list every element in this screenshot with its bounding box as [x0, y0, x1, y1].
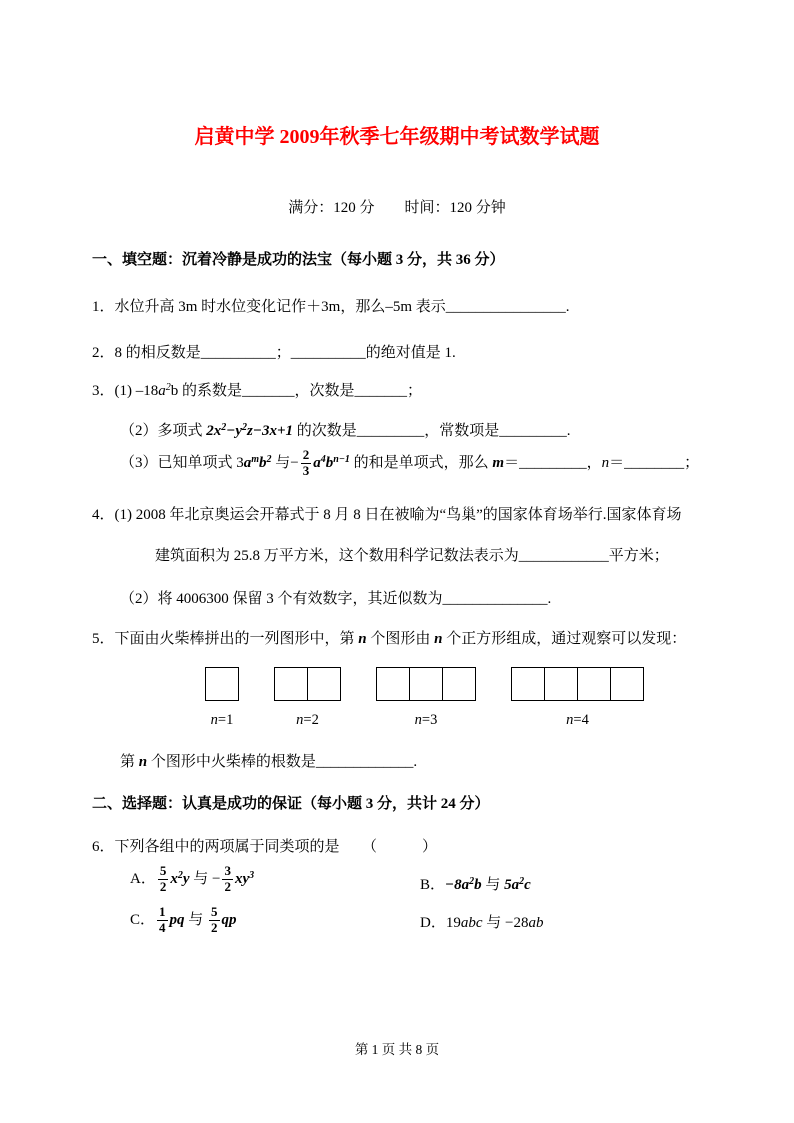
- full-score-label: 满分：120 分: [288, 200, 375, 216]
- exam-meta: [0, 198, 794, 218]
- question-3-3: （3）已知单项式 $3a^mb^2$ 与− $\frac{2}{3}$ $a^4b^{n-1}$ 的和是单项式，那么 m＝_________，n＝________；: [120, 447, 700, 478]
- square-row: [376, 667, 476, 701]
- fraction: $\frac{2}{3}$: [302, 447, 310, 478]
- question-3-2: （2）多项式 $2x^2-y^2z-3x+1$ 的次数是_________，常数项是_________.: [120, 422, 571, 439]
- square: [376, 667, 410, 701]
- question-4-1-line2: 建筑面积为 25.8 万平方米，这个数用科学记数法表示为____________平方米；: [155, 548, 669, 564]
- figure-n2: [274, 667, 341, 729]
- question-3-1: 3．(1) $-18a^2b$ 的系数是_______，次数是_______；: [92, 382, 423, 399]
- figure-caption: n=4: [566, 712, 589, 728]
- figure-caption: n=3: [414, 712, 438, 728]
- figure-caption: n=1: [210, 712, 234, 728]
- question-4-2: （2）将 4006300 保留 3 个有效数字，其近似数为______________.: [120, 591, 552, 607]
- fraction: $\frac{1}{4}$: [159, 904, 166, 935]
- figure-n3: [376, 667, 476, 729]
- question-2: 2．8 的相反数是__________；__________的绝对值是 1.: [92, 345, 456, 361]
- square-row: [511, 667, 644, 701]
- square-row: [274, 667, 341, 701]
- figure-n1: [205, 667, 239, 729]
- square: [511, 667, 545, 701]
- option-d: D．19abc 与 −28ab: [420, 915, 544, 931]
- question-6: 6．下列各组中的两项属于同类项的是 （ ）: [92, 839, 438, 855]
- option-b: B．$-8a^2b$ 与 $5a^2c$: [420, 876, 531, 893]
- page-footer: 第 1 页 共 8 页: [354, 1042, 440, 1057]
- section1-heading: 一、填空题：沉着冷静是成功的法宝（每小题 3 分，共 36 分）: [92, 252, 505, 268]
- figure-n4: [511, 667, 644, 729]
- square: [442, 667, 476, 701]
- question-5-tail: 第 n 个图形中火柴棒的根数是_____________.: [120, 754, 418, 770]
- square: [544, 667, 578, 701]
- question-1: 1．水位升高 3m 时水位变化记作＋3m，那么–5m 表示________________.: [92, 299, 570, 315]
- square: [610, 667, 644, 701]
- square: [307, 667, 341, 701]
- time-limit-label: 时间：120 分钟: [404, 200, 506, 216]
- section2-heading: 二、选择题：认真是成功的保证（每小题 3 分，共计 24 分）: [92, 796, 490, 812]
- square: [577, 667, 611, 701]
- option-a: A． $\frac{5}{2}$ $x^2y$ 与 − $\frac{3}{2}$ $xy^3$: [130, 863, 255, 894]
- square-row: [205, 667, 239, 701]
- option-c: C． $\frac{1}{4}$ pq 与 $\frac{5}{2}$ qp: [130, 904, 237, 935]
- question-5-intro: 5．下面由火柴棒拼出的一列图形中，第 n 个图形由 n 个正方形组成，通过观察可以发现：: [92, 631, 687, 647]
- matchstick-figures: [205, 667, 644, 729]
- square: [274, 667, 308, 701]
- question-4-1-line1: 4．(1) 2008 年北京奥运会开幕式于 8 月 8 日在被喻为“鸟巢”的国家体育场举行.国家体育场: [92, 507, 682, 523]
- fraction: $\frac{3}{2}$: [224, 863, 231, 894]
- page-title: 启黄中学 2009年秋季七年级期中考试数学试题: [194, 126, 600, 148]
- fraction: $\frac{5}{2}$: [211, 904, 218, 935]
- fraction: $\frac{5}{2}$: [159, 863, 167, 894]
- figure-caption: n=2: [296, 712, 319, 728]
- square: [409, 667, 443, 701]
- square: [205, 667, 239, 701]
